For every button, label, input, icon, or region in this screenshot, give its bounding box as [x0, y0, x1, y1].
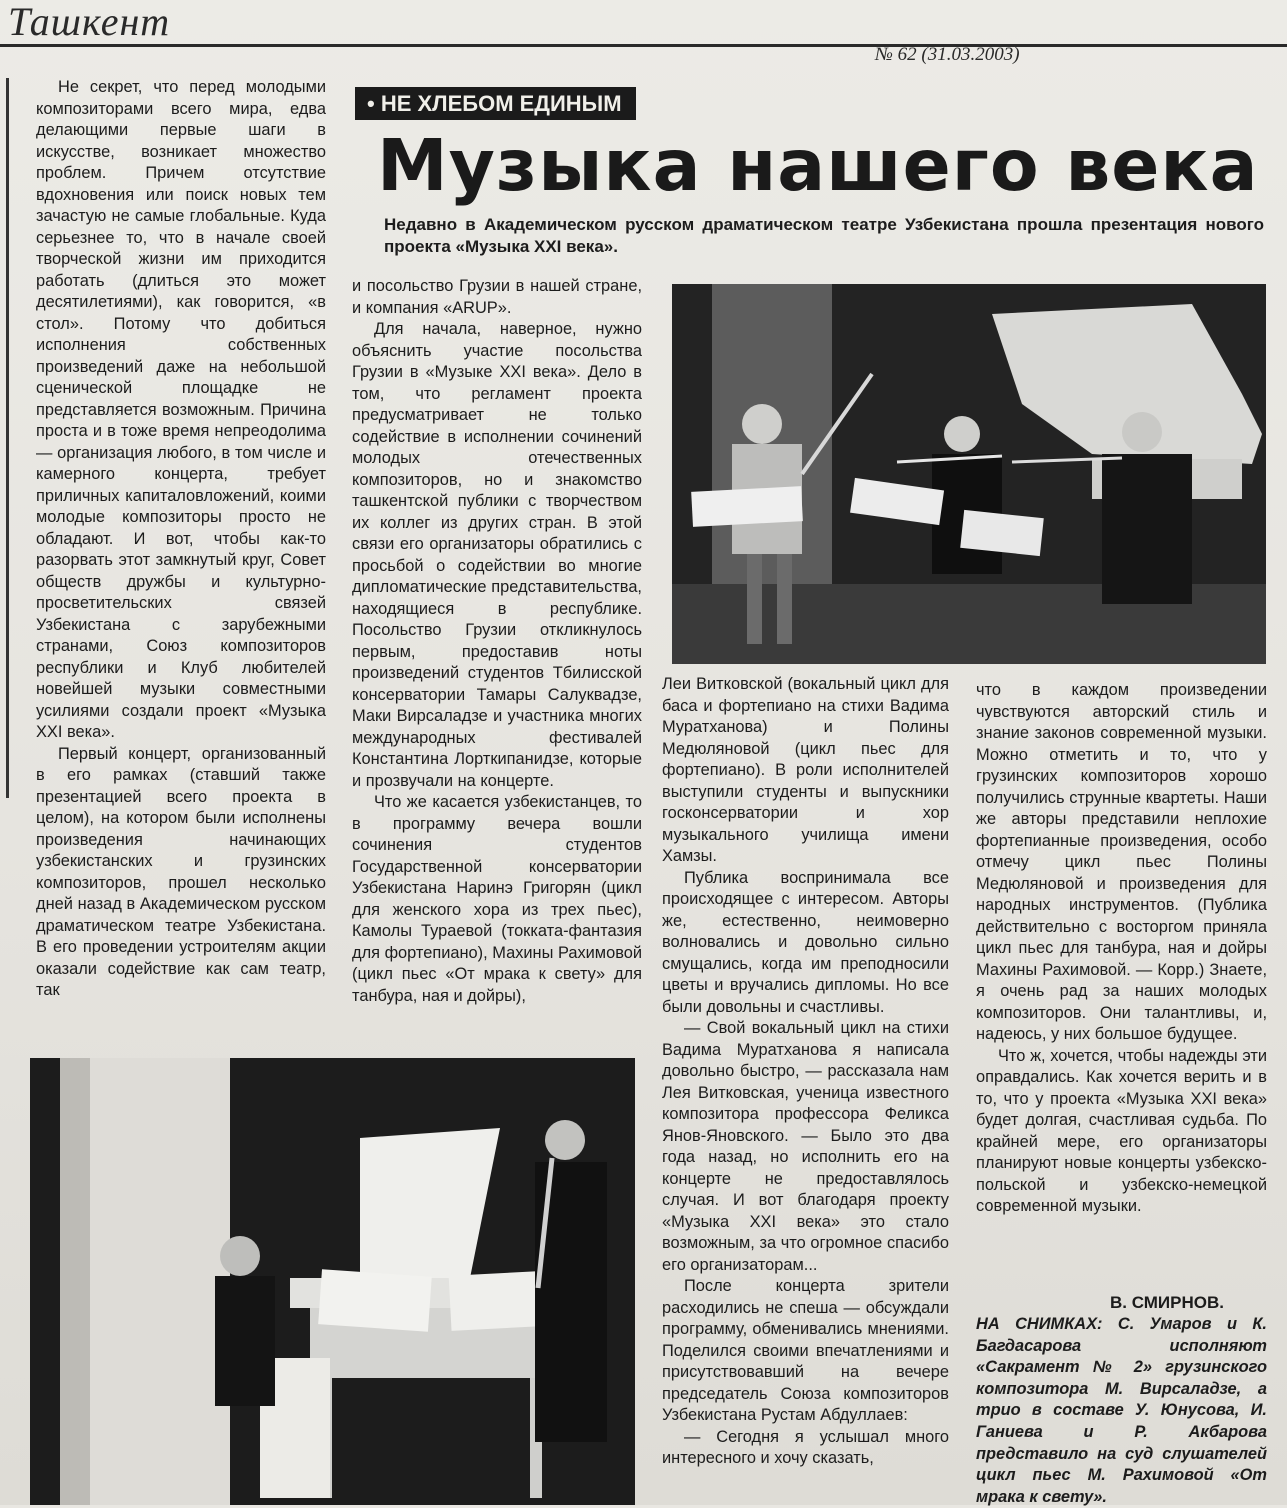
article-column-4: [976, 680, 1267, 1218]
article-column-2: [352, 276, 642, 1007]
paragraph: Леи Витковской (вокальный цикл для баса и фортепиано на стихи Вадима Муратханова) и Полины Медюляновой (цикл пьес для фортепиано). В роли исполнителей выступили студенты и выпускники госконсерватории и хор музыкального училища имени Хамзы.: [662, 675, 949, 865]
paragraph: Не секрет, что перед молодыми композиторами всего мира, едва делающими первые шаги в искусстве, возникает множество проблем. Причем отсутствие вдохновения или поиск новых тем зачастую не самые глобальные. Куда серьезнее то, что в начале своей творческой жизни им приходится работать (длиться это может десятилетиями), как говорится, «в стол». Потому что добиться исполнения собственных произведений даже на небольшой сценической площадке не представляется возможным. Причина проста и в тоже время непреодолима — организация любого, в том числе и камерного концерта, требует приличных капиталовложений, коими молодые композиторы просто не обладают. И вот, чтобы как-то разорвать этот замкнутый круг, Совет обществ дружбы и культурно-просветительских связей Узбекистана с зарубежными странами, Союз композиторов республики и Клуб любителей новейшей музыки совместными усилиями создали проект «Музыка XXI века».: [36, 78, 326, 741]
issue-number: № 62 (31.03.2003): [875, 44, 1020, 65]
paragraph: Что же касается узбекистанцев, то в программу вечера вошли сочинения студентов Государственной консерватории Узбекистана Наринэ Григорян (цикл для женского хора из трех пьес), Камолы Тураевой (токката-фантазия для фортепиано), Махины Рахимовой (цикл пьес «От мрака к свету» для танбура, ная и дойры),: [352, 793, 642, 1005]
photo-caption: НА СНИМКАХ: С. Умаров и К. Багдасарова исполняют «Сакрамент № 2» грузинского композитора М. Вирсаладзе, а трио в составе У. Юнусова, И. Ганиева и Р. Акбарова представило на суд слушателей цикл пьес М. Рахимовой «От мрака к свету».: [976, 1315, 1267, 1506]
headline: Музыка нашего века: [377, 124, 1259, 207]
column-rule: [6, 78, 9, 798]
article-column-3: [662, 674, 949, 1470]
photo-piano-duo: [30, 1058, 635, 1505]
paragraph: — Свой вокальный цикл на стихи Вадима Муратханова я написала довольно быстро, — рассказала нам Лея Витковская, ученица известного композитора профессора Феликса Янов-Яновского. — Было это два года назад, но исполнить его на концерте не предоставлялось случая. И вот благодаря проекту «Музыка XXI века» это стало возможным, за что огромное спасибо его организаторам...: [662, 1019, 949, 1274]
article-column-1: [36, 77, 326, 1002]
masthead-rule: [0, 44, 1287, 47]
byline: В. СМИРНОВ.: [1110, 1293, 1224, 1312]
paragraph: После концерта зрители расходились не спеша — обсуждали программу, обменивались мнениями. Поделился своими впечатлениями и присутствовавший на вечере председатель Союза композиторов Узбекистана Рустам Абдуллаев:: [662, 1277, 949, 1424]
paragraph: и посольство Грузии в нашей стране, и компания «ARUP».: [352, 277, 642, 317]
paragraph: Первый концерт, организованный в его рамках (ставший также презентацией всего проекта в целом), на котором были исполнены произведения начинающих узбекистанских и грузинских композиторов, прошел несколько дней назад в Академическом русском драматическом театре Узбекистана. В его проведении устроителям акции оказали содействие как сам театр, так: [36, 744, 326, 999]
masthead: Ташкент: [8, 0, 171, 44]
photo-trio: [672, 284, 1266, 664]
paragraph: что в каждом произведении чувствуются авторский стиль и знание законов современной музыки. Можно отметить и то, что у грузинских композиторов хорошо получились струнные квартеты. Наши же авторы представили неплохие фортепианные произведения, особо отмечу цикл пьес Полины Медюляновой и произведения для народных инструментов. (Публика действительно с восторгом приняла цикл пьес для танбура, ная и дойры Махины Рахимовой. — Корр.) Знаете, я очень рад за наших молодых композиторов. Они талантливы, и, надеюсь, у них большое будущее.: [976, 681, 1267, 1043]
lead-paragraph: Недавно в Академическом русском драматическом театре Узбекистана прошла презентация нового проекта «Музыка XXI века».: [384, 215, 1264, 256]
paragraph: Для начала, наверное, нужно объяснить участие посольства Грузии в «Музыке XXI века». Дело в том, что регламент проекта предусматривает не только содействие в исполнении сочинений молодых отечественных композиторов, но и знакомство ташкентской публики с творчеством их коллег из других стран. В этой связи его организаторы обратились с просьбой о содействии во многие дипломатические представительства, находящиеся в республике. Посольство Грузии откликнулось первым, предоставив ноты произведений студентов Тбилисской консерватории Тамары Салуквадзе, Маки Вирсаладзе и участника многих международных фестивалей Константина Лорткипанидзе, которые и прозвучали на концерте.: [352, 320, 642, 790]
paragraph: Публика воспринимала все происходящее с интересом. Авторы же, естественно, неимоверно волновались и довольно сильно смущались, когда им преподносили цветы и вручались дипломы. Но все были довольны и счастливы.: [662, 868, 949, 1016]
rubric-label: • НЕ ХЛЕБОМ ЕДИНЫМ: [355, 87, 636, 120]
paragraph: Что ж, хочется, чтобы надежды эти оправдались. Как хочется верить и в то, что у проекта «Музыка XXI века» будет долгая, счастливая судьба. По крайней мере, его организаторы планируют новые концерты узбекско-польской и узбекско-немецкой современной музыки.: [976, 1046, 1267, 1215]
paragraph: — Сегодня я услышал много интересного и хочу сказать,: [662, 1427, 949, 1467]
